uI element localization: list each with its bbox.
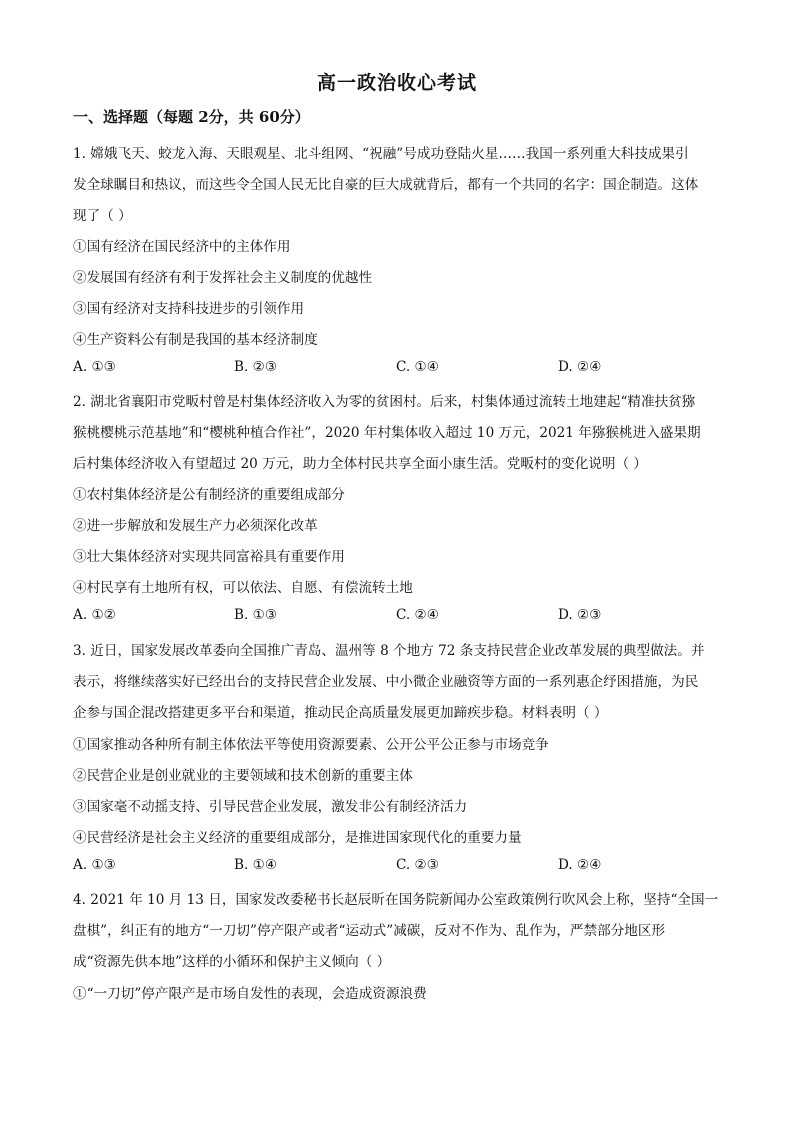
page-title: 高一政治收心考试 <box>316 72 477 94</box>
q1-item-4: ④生产资料公有制是我国的基本经济制度 <box>73 332 318 348</box>
q3-item-4: ④民营经济是社会主义经济的重要组成部分，是推进国家现代化的重要力量 <box>73 830 522 846</box>
q2-stem-line-2: 猴桃樱桃示范基地”和“樱桃种植合作社”，2020 年村集体收入超过 10 万元，2021 年猕猴桃进入盛果期 <box>73 425 701 441</box>
q3-stem-line-1: 3. 近日，国家发展改革委向全国推广青岛、温州等 8 个地方 72 条支持民营企业改革发展的典型做法。并 <box>73 643 705 659</box>
q4-stem-line-1: 4. 2021 年 10 月 13 日，国家发改委秘书长赵辰昕在国务院新闻办公室政策例行吹风会上称，坚持“全国一 <box>73 892 719 908</box>
q4-stem-line-2: 盘棋”，纠正有的地方“一刀切”停产限产或者“运动式”减碳，反对不作为、乱作为，严禁部分地区形 <box>73 923 666 939</box>
q2-item-2: ②进一步解放和发展生产力必须深化改革 <box>73 518 318 534</box>
q3-option-d: D. ②④ <box>558 857 602 873</box>
q3-item-3: ③国家毫不动摇支持、引导民营企业发展，激发非公有制经济活力 <box>73 799 468 815</box>
q1-stem-line-2: 发全球瞩目和热议，而这些令全国人民无比自豪的巨大成就背后，都有一个共同的名字：国企制造。这体 <box>73 177 699 193</box>
q2-option-d: D. ②③ <box>558 607 602 623</box>
q3-option-a: A. ①③ <box>73 857 116 873</box>
q2-item-1: ①农村集体经济是公有制经济的重要组成部分 <box>73 487 345 503</box>
q2-option-b: B. ①③ <box>234 607 278 623</box>
q3-item-2: ②民营企业是创业就业的主要领域和技术创新的重要主体 <box>73 768 413 784</box>
q1-option-a: A. ①③ <box>73 359 116 375</box>
q2-stem-line-1: 2. 湖北省襄阳市党畈村曾是村集体经济收入为零的贫困村。后来，村集体通过流转土地建起“精准扶贫猕 <box>73 394 696 410</box>
q1-option-c: C. ①④ <box>396 359 439 375</box>
section-heading: 一、选择题（每题 2分，共 60分） <box>73 108 310 126</box>
q1-item-3: ③国有经济对支持科技进步的引领作用 <box>73 301 305 317</box>
q1-item-1: ①国有经济在国民经济中的主体作用 <box>73 239 291 255</box>
q3-stem-line-3: 企参与国企混改搭建更多平台和渠道，推动民企高质量发展更加蹄疾步稳。材料表明（ ） <box>73 705 608 721</box>
q2-item-3: ③壮大集体经济对实现共同富裕具有重要作用 <box>73 549 345 565</box>
q1-stem-line-1: 1. 嫦娥飞天、蛟龙入海、天眼观星、北斗组网、“祝融”号成功登陆火星……我国一系列重大科技成果引 <box>73 146 689 162</box>
q1-option-d: D. ②④ <box>558 359 602 375</box>
q4-item-1: ①“一刀切”停产限产是市场自发性的表现，会造成资源浪费 <box>73 986 427 1002</box>
q1-stem-line-3: 现了（ ） <box>73 208 132 224</box>
q1-option-b: B. ②③ <box>234 359 278 375</box>
q3-stem-line-2: 表示，将继续落实好已经出台的支持民营企业发展、中小微企业融资等方面的一系列惠企纾困措施，为民 <box>73 674 699 690</box>
q2-option-a: A. ①② <box>73 607 116 623</box>
q2-stem-line-3: 后村集体经济收入有望超过 20 万元，助力全体村民共享全面小康生活。党畈村的变化说明（ ） <box>73 456 648 472</box>
q3-option-c: C. ②③ <box>396 857 439 873</box>
q2-item-4: ④村民享有土地所有权，可以依法、自愿、有偿流转土地 <box>73 580 413 596</box>
q1-item-2: ②发展国有经济有利于发挥社会主义制度的优越性 <box>73 270 373 286</box>
q3-item-1: ①国家推动各种所有制主体依法平等使用资源要素、公开公平公正参与市场竞争 <box>73 737 549 753</box>
q4-stem-line-3: 成“资源先供本地”这样的小循环和保护主义倾向（ ） <box>73 954 391 970</box>
q3-option-b: B. ①④ <box>234 857 278 873</box>
q2-option-c: C. ②④ <box>396 607 439 623</box>
